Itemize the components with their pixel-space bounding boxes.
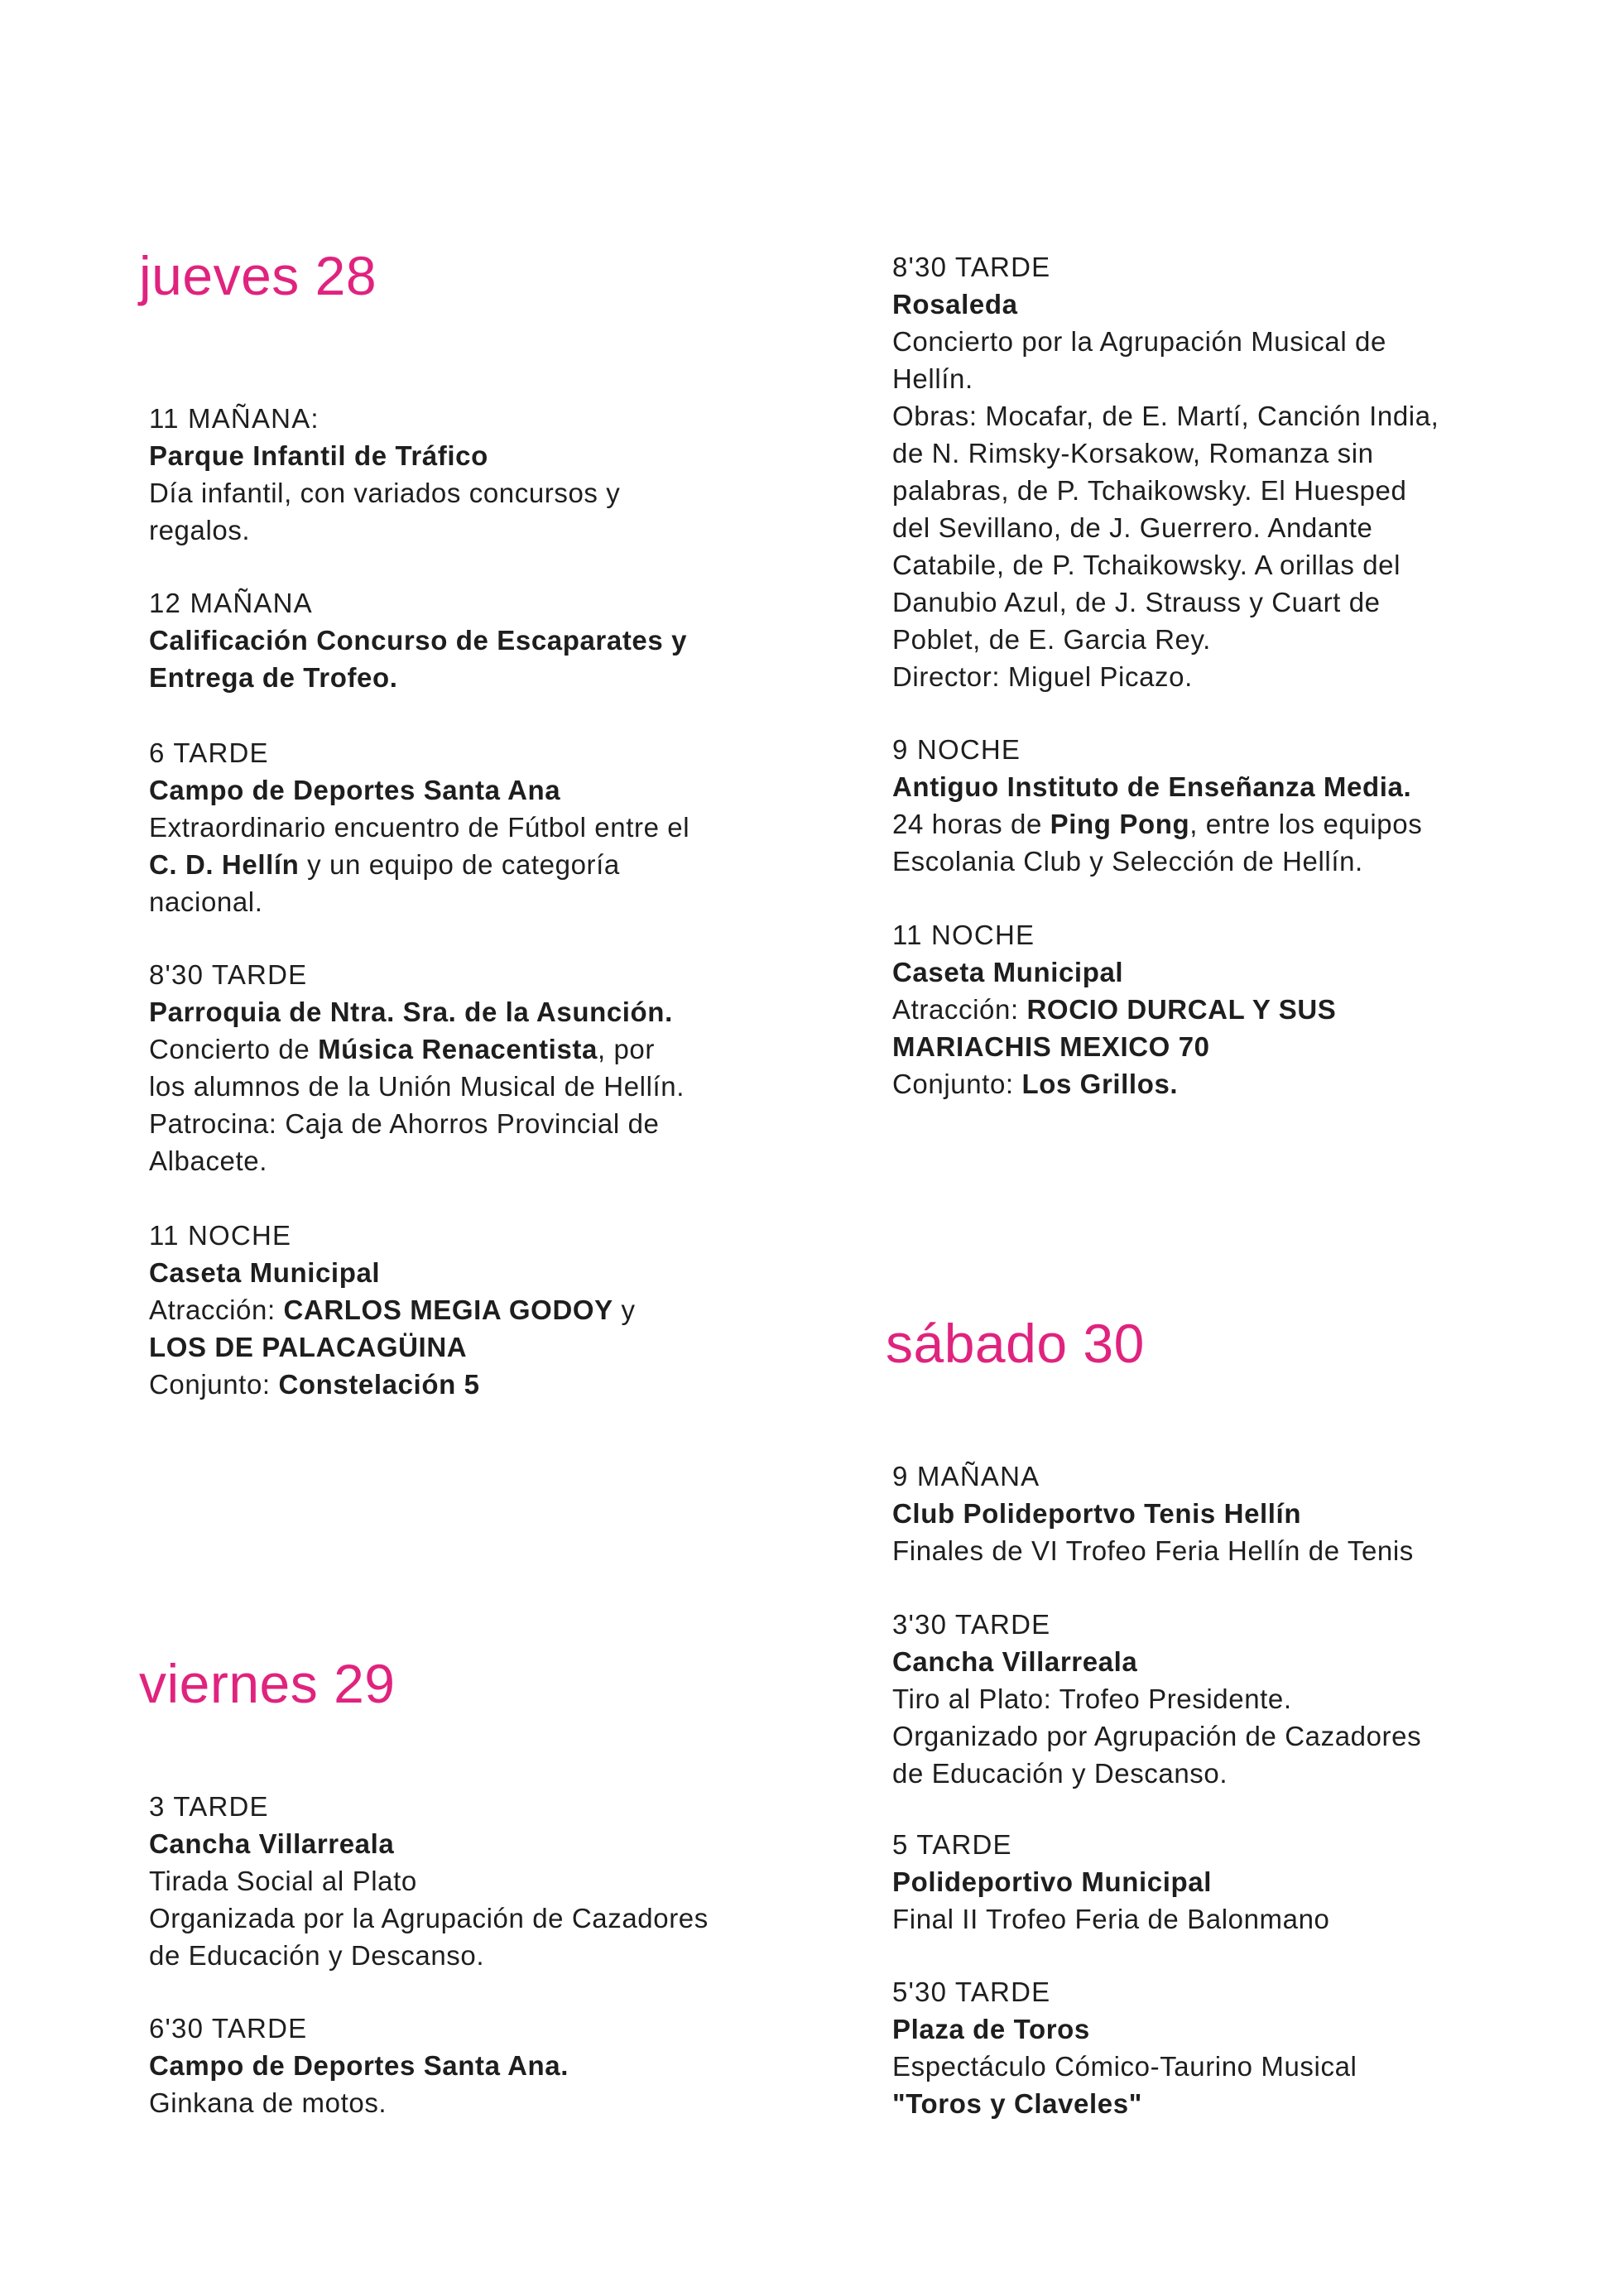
event-sabado-1 — [892, 1458, 1521, 1569]
event-place: Parroquia de Ntra. Sra. de la Asunción. — [149, 997, 673, 1027]
event-time: 9 NOCHE — [892, 734, 1021, 765]
event-place: Rosaleda — [892, 289, 1018, 319]
event-description: Organizada por la Agrupación de Cazadores — [149, 1903, 709, 1933]
description-text: Concierto de — [149, 1034, 319, 1064]
event-time: 8'30 TARDE — [149, 959, 308, 990]
event-place: Caseta Municipal — [892, 957, 1124, 987]
event-description: Hellín. — [892, 363, 973, 394]
event-description: de Educación y Descanso. — [892, 1758, 1228, 1789]
event-description: del Sevillano, de J. Guerrero. Andante — [892, 512, 1373, 543]
artist-name: CARLOS MEGIA GODOY — [283, 1295, 613, 1325]
description-text: , entre los equipos — [1189, 809, 1423, 839]
event-jueves-5 — [149, 1217, 778, 1403]
event-description — [149, 1291, 778, 1328]
event-description: Tirada Social al Plato — [149, 1866, 417, 1896]
event-description: Espectáculo Cómico-Taurino Musical — [892, 2051, 1357, 2082]
description-text: y un equipo de categoría — [299, 849, 620, 880]
event-place: Antiguo Instituto de Enseñanza Media. — [892, 771, 1412, 802]
description-text: , por — [597, 1034, 655, 1064]
event-viernes-2 — [149, 2010, 778, 2121]
event-description: Día infantil, con variados concursos y — [149, 478, 621, 508]
event-place: Entrega de Trofeo. — [149, 662, 398, 693]
event-description: de Educación y Descanso. — [149, 1940, 485, 1971]
event-sabado-3 — [892, 1826, 1521, 1938]
event-description: Obras: Mocafar, de E. Martí, Canción India, — [892, 401, 1439, 431]
event-place: Polideportivo Municipal — [892, 1866, 1212, 1897]
artist-name: MARIACHIS MEXICO 70 — [892, 1031, 1210, 1062]
event-description — [149, 1328, 778, 1366]
event-time: 12 MAÑANA — [149, 588, 313, 618]
highlight-text: Ping Pong — [1050, 809, 1190, 839]
event-sabado-4 — [892, 1973, 1521, 2122]
band-name: Constelación 5 — [278, 1369, 480, 1400]
show-title: "Toros y Claveles" — [892, 2088, 1142, 2119]
event-jueves-2 — [149, 584, 778, 696]
event-description: Concierto por la Agrupación Musical de — [892, 326, 1386, 357]
event-place: Club Polideportvo Tenis Hellín — [892, 1498, 1302, 1529]
event-description: Extraordinario encuentro de Fútbol entre el — [149, 812, 690, 843]
event-description: Director: Miguel Picazo. — [892, 661, 1193, 692]
event-description: Patrocina: Caja de Ahorros Provincial de — [149, 1108, 660, 1139]
event-description: Escolania Club y Selección de Hellín. — [892, 846, 1363, 877]
event-description: Catabile, de P. Tchaikowsky. A orillas del — [892, 550, 1401, 580]
event-time: 11 NOCHE — [892, 920, 1035, 950]
event-description: Finales de VI Trofeo Feria Hellín de Tenis — [892, 1535, 1414, 1566]
event-time: 3'30 TARDE — [892, 1609, 1051, 1640]
event-viernes-5 — [892, 916, 1521, 1102]
event-place: Plaza de Toros — [892, 2014, 1090, 2044]
event-jueves-4 — [149, 956, 778, 1179]
event-place: Cancha Villarreala — [892, 1646, 1138, 1677]
event-place: Campo de Deportes Santa Ana. — [149, 2050, 569, 2081]
event-description — [892, 2085, 1521, 2122]
event-description: palabras, de P. Tchaikowsky. El Huesped — [892, 475, 1407, 506]
event-time: 11 MAÑANA: — [149, 403, 320, 434]
team-name: C. D. Hellín — [149, 849, 300, 880]
event-description: Tiro al Plato: Trofeo Presidente. — [892, 1684, 1292, 1714]
description-text: Conjunto: — [892, 1069, 1022, 1099]
highlight-text: Música Renacentista — [318, 1034, 598, 1064]
event-description: de N. Rimsky-Korsakow, Romanza sin — [892, 438, 1374, 468]
event-description: Ginkana de motos. — [149, 2087, 387, 2118]
event-description — [892, 1065, 1521, 1102]
description-text: Atracción: — [149, 1295, 284, 1325]
event-description — [149, 1030, 778, 1068]
event-jueves-3 — [149, 734, 778, 920]
day-heading-viernes: viernes 29 — [139, 1653, 396, 1714]
event-description — [892, 805, 1521, 843]
event-description: Final II Trofeo Feria de Balonmano — [892, 1904, 1330, 1934]
event-time: 9 MAÑANA — [892, 1461, 1040, 1491]
event-sabado-2 — [892, 1606, 1521, 1792]
description-text: Conjunto: — [149, 1369, 279, 1400]
event-viernes-3 — [892, 248, 1521, 695]
event-time: 5'30 TARDE — [892, 1977, 1051, 2007]
day-heading-jueves: jueves 28 — [139, 245, 377, 306]
event-description — [892, 1028, 1521, 1065]
event-viernes-1 — [149, 1788, 778, 1974]
event-time: 3 TARDE — [149, 1791, 269, 1822]
event-description — [149, 846, 778, 883]
event-description: Danubio Azul, de J. Strauss y Cuart de — [892, 587, 1381, 617]
event-description: Albacete. — [149, 1146, 267, 1176]
event-description: regalos. — [149, 515, 251, 545]
event-description: Poblet, de E. Garcia Rey. — [892, 624, 1211, 655]
band-name: Los Grillos. — [1021, 1069, 1179, 1099]
description-text: 24 horas de — [892, 809, 1050, 839]
day-heading-sabado: sábado 30 — [886, 1313, 1145, 1374]
event-time: 11 NOCHE — [149, 1220, 292, 1251]
artist-name: ROCIO DURCAL Y SUS — [1026, 994, 1337, 1025]
event-description: los alumnos de la Unión Musical de Hellín. — [149, 1071, 685, 1102]
description-text: Atracción: — [892, 994, 1027, 1025]
event-time: 8'30 TARDE — [892, 252, 1051, 282]
event-place: Parque Infantil de Tráfico — [149, 440, 488, 471]
event-jueves-1 — [149, 400, 778, 549]
event-time: 6'30 TARDE — [149, 2013, 308, 2044]
event-place: Calificación Concurso de Escaparates y — [149, 625, 688, 656]
event-description: Organizado por Agrupación de Cazadores — [892, 1721, 1422, 1751]
event-place: Campo de Deportes Santa Ana — [149, 775, 561, 805]
event-place: Cancha Villarreala — [149, 1828, 395, 1859]
event-description — [892, 991, 1521, 1028]
event-time: 6 TARDE — [149, 737, 269, 768]
event-description: nacional. — [149, 886, 263, 917]
event-time: 5 TARDE — [892, 1829, 1012, 1860]
description-text: y — [613, 1295, 636, 1325]
artist-name: LOS DE PALACAGÜINA — [149, 1332, 468, 1362]
event-viernes-4 — [892, 731, 1521, 880]
event-place: Caseta Municipal — [149, 1257, 381, 1288]
event-description — [149, 1366, 778, 1403]
